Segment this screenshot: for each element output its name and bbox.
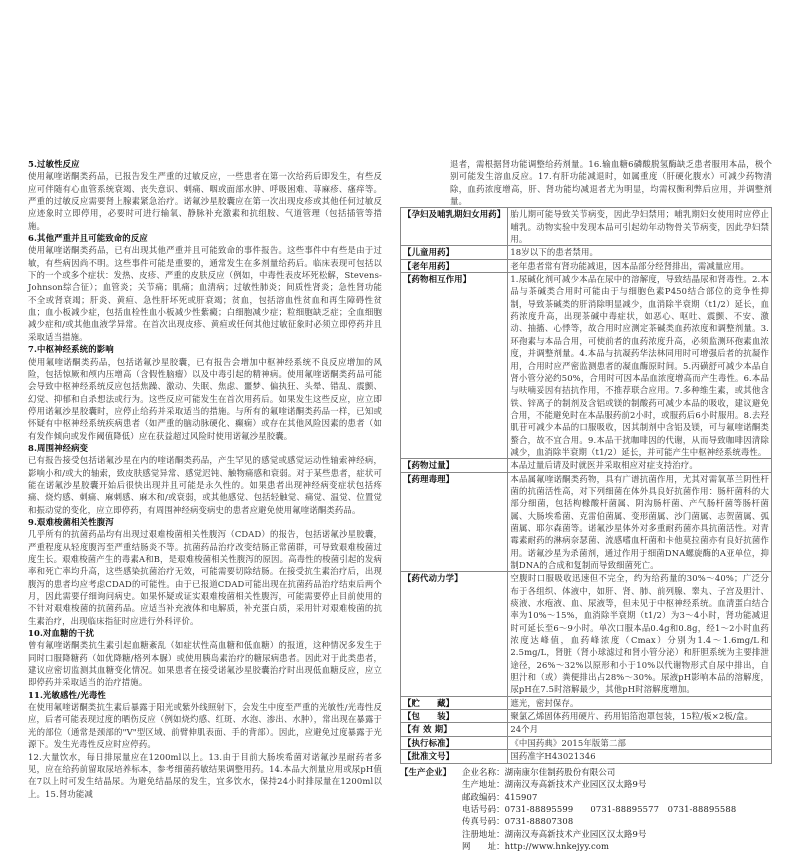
- info-value: 18岁以下的患者禁用。: [508, 246, 772, 259]
- info-label: 【执行标准】: [401, 736, 508, 749]
- drug-info-table: [400, 207, 772, 763]
- info-value: 《中国药典》2015年版第二部: [508, 736, 772, 749]
- section-body: 使用氟喹诺酮类药品，包括诺氟沙星胶囊，已有报告会增加中枢神经系统不良反应增加的风险，包括惊厥和颅内压增高（含假性脑瘤）以及中毒引起的精神病。使用氟喹诺酮类药品可能会导致中枢神经系统反应包括焦躁、激动、失眠、焦虑、噩梦、偏执狂、头晕、错乱、震颤、幻觉、抑郁和自杀想法或行为。这些反应可能发生在首次用药后。如果发生这些反应，应立即停用诺氟沙星胶囊时，应停止给药并采取适当的措施。与所有的氟喹诺酮类药品一样，已知或怀疑有中枢神经系统疾病患者（如严重的脑动脉硬化、癫痫）或存在其他风险因素的患者（如有发作倾向或发作阈值降低）应在获益超过风险时使用诺氟沙星胶囊。: [28, 356, 382, 442]
- section-body: 几乎所有的抗菌药品均有出现过艰难梭菌相关性腹泻（CDAD）的报告，包括诺氟沙星胶囊，严重程度从轻度腹泻至严重结肠炎不等。抗菌药品治疗改变结肠正常菌群，可导致艰难梭菌过度生长。艰难梭菌产生的毒素A和B，是艰难梭菌相关性腹泻的原因。高毒性的梭菌引起的发病率和死亡率均升高，这些感染抗菌治疗无效，可能需要切除结肠。在接受抗生素治疗后，出现腹泻的患者均应考虑CDAD的可能性。由于已报道CDAD可能出现在抗菌药品治疗结束后两个月，因此需要仔细询问病史。如果怀疑或证实艰难梭菌相关性腹泻，可能需要停止目前使用的不针对艰难梭菌的抗菌药品。应适当补充液体和电解质，补充蛋白质，采用针对艰难梭菌的抗生素治疗，出现临床指征时应进行外科评价。: [28, 528, 382, 627]
- info-value: 空腹时口服吸收迅速但不完全，约为给药量的30%～40%；广泛分布于各组织、体液中，如肝、肾、肺、前列腺、睾丸、子宫及胆汁、痰液、水疱液、血、尿液等，但未见于中枢神经系统。血清蛋白结合率为10%～15%，血消除半衰期（t1/2）为3～4小时，肾功能减退时可延长至6～9小时。单次口服本品0.4g和0.8g，经1～2小时血药浓度达峰值，血药峰浓度（Cmax）分别为1.4～1.6mg/L和2.5mg/L，肾脏（肾小球滤过和肾小管分泌）和肝胆系统为主要排泄途径，26%～32%以原形和小于10%以代谢物形式自尿中排出，自胆汁和（或）粪便排出占28%～30%。尿液pH影响本品的溶解度，尿pH在7.5时溶解最少，其他pH时溶解度增加。: [508, 572, 772, 696]
- info-row: [401, 208, 772, 246]
- info-value: 本品属氟喹诺酮类药物，具有广谱抗菌作用，尤其对需氧革兰阴性杆菌的抗菌活性高，对下列细菌在体外具良好抗菌作用：肠杆菌科的大部分细菌，包括枸橼酸杆菌属、阴沟肠杆菌、产气肠杆菌等肠杆菌属、大肠埃希菌、克雷伯菌属、变形菌属、沙门菌属、志贺菌属、弧菌属、耶尔森菌等。诺氟沙星体外对多重耐药菌亦具抗菌活性。对青霉素耐药的淋病奈瑟菌、流感嗜血杆菌和卡他莫拉菌亦有良好抗菌作用。诺氟沙星为杀菌剂，通过作用于细菌DNA螺旋酶的A亚单位，抑制DNA的合成和复制而导致细菌死亡。: [508, 472, 772, 572]
- manufacturer-line: 企业名称：湖南康尔佳制药股份有限公司: [462, 766, 772, 778]
- info-label: 【药物过量】: [401, 459, 508, 472]
- section-heading: 7.中枢神经系统的影响: [28, 343, 382, 355]
- section-heading: 11.光敏感性/光毒性: [28, 689, 382, 701]
- manufacturer-block: [400, 766, 772, 852]
- info-row: [401, 572, 772, 696]
- info-row: [401, 459, 772, 472]
- info-row: [401, 472, 772, 572]
- section-heading: 6.其他严重并且可能致命的反应: [28, 232, 382, 244]
- info-row: [401, 696, 772, 709]
- info-label: 【批准文号】: [401, 750, 508, 763]
- info-label: 【孕妇及哺乳期妇女用药】: [401, 208, 508, 246]
- info-value: 聚氯乙烯固体药用硬片、药用铝箔泡罩包装，15粒/板×2板/盒。: [508, 710, 772, 723]
- left-column: [28, 158, 382, 800]
- right-intro-text: 退者，需根据肾功能调整给药剂量。16.输血糖6磷酸脱氢酶缺乏患者服用本品，极个别可能发生溶血反应。17.有肝功能减退时，如属重度（肝硬化腹水）可减少药物清除，血药浓度增高，肝、肾功能均减退者尤为明显，均需权衡利弊后应用，并调整剂量。: [400, 158, 772, 207]
- section-body: 已有报告接受包括诺氟沙星在内的喹诺酮类药品，产生罕见的感觉或感觉运动性轴索神经病，影响小和/或大的轴索，致皮肤感觉异常、感觉迟钝、触物痛感和衰弱。对于某些患者，症状可能在诺氟沙星胶囊开始后很快出现并且可能是永久性的。如果患者出现神经病变症状包括疼痛、烧灼感、刺痛、麻刺感、麻木和/或衰弱，或其他感觉、包括轻触觉、痛觉、温觉、位置觉和振动觉的变化，应立即停药，有周围神经病变病史的患者应避免使用氟喹诺酮类药品。: [28, 454, 382, 516]
- section-heading: 9.艰难梭菌相关性腹泻: [28, 516, 382, 528]
- info-value: 1.尿碱化剂可减少本品在尿中的溶解度，导致结晶尿和肾毒性。2.本品与茶碱类合用时可能由于与细胞色素P450结合部位的竞争性抑制，导致茶碱类的肝消除明显减少，血消除半衰期（t1/2）延长，血药浓度升高，出现茶碱中毒症状，如恶心、呕吐、震颤、不安、激动、抽搐、心悸等，故合用时应测定茶碱类血药浓度和调整剂量。3.环孢素与本品合用，可使前者的血药浓度升高，必须监测环孢素血浓度，并调整剂量。4.本品与抗凝药华法林同用时可增强后者的抗凝作用，合用时应严密监测患者的凝血酶原时间。5.丙磺舒可减少本品自肾小管分泌约50%，合用时可因本品血浓度增高而产生毒性。6.本品与呋喃妥因有拮抗作用，不推荐联合应用。7.多种维生素，或其他含铁、锌离子的制剂及含铝或镁的制酸药可减少本品的吸收，建议避免合用，不能避免时在本品服药前2小时，或服药后6小时服用。8.去羟肌苷可减少本品的口服吸收，因其制剂中含铝及镁，可与氟喹诺酮类螯合，故不宜合用。9.本品干扰咖啡因的代谢，从而导致咖啡因清除减少，血消除半衰期（t1/2）延长，并可能产生中枢神经系统毒性。: [508, 273, 772, 459]
- section-heading: 8.周围神经病变: [28, 442, 382, 454]
- info-label: 【儿童用药】: [401, 246, 508, 259]
- manufacturer-line: 生产地址：湖南汉寿高新技术产业园区汉太路9号: [462, 778, 772, 790]
- info-value: 国药准字H43021346: [508, 750, 772, 763]
- section-body: 使用氟喹诺酮类药品，已报告发生严重的过敏反应，一些患者在第一次给药后即发生，有些反应可伴随有心血管系统衰竭、丧失意识、刺痛、咽或面部水肿、呼吸困难、荨麻疹、瘙痒等。严重的过敏反应需要肾上腺素紧急治疗。诺氟沙星胶囊应在第一次出现皮疹或其他任何过敏反应迹象时立即停用，必要时可进行输氧、静脉补充激素和抗组胺、气道管理（包括插管等措施。: [28, 170, 382, 232]
- info-row: [401, 246, 772, 259]
- info-label: 【包 装】: [401, 710, 508, 723]
- info-value: 本品过量后请及时就医并采取相应对症支持治疗。: [508, 459, 772, 472]
- info-row: [401, 273, 772, 459]
- section-heading: 5.过敏性反应: [28, 158, 382, 170]
- info-value: 24个月: [508, 723, 772, 736]
- info-value: 遮光，密封保存。: [508, 696, 772, 709]
- info-label: 【贮 藏】: [401, 696, 508, 709]
- manufacturer-line: 电话号码：0731-88895599 0731-88895577 0731-88895588: [462, 803, 772, 815]
- section-body: 12.大量饮水，每日排尿量应在1200ml以上。13.由于目前大肠埃希菌对诺氟沙星耐药者多见，应在给药前留取尿培养标本，参考细菌药敏结果调整用药。14.本品大剂量应用或尿pH值在7以上时可发生结晶尿。为避免结晶尿的发生，宜多饮水，保持24小时排尿量在1200ml以上。15.肾功能减: [28, 751, 382, 800]
- info-row: [401, 710, 772, 723]
- info-row: [401, 723, 772, 736]
- manufacturer-lines: [400, 766, 772, 852]
- info-label: 【有 效 期】: [401, 723, 508, 736]
- info-row: [401, 259, 772, 272]
- manufacturer-line: 传真号码：0731-88807308: [462, 815, 772, 827]
- manufacturer-line: 注册地址：湖南汉寿高新技术产业园区汉太路9号: [462, 828, 772, 840]
- info-value: 老年患者常有肾功能减退，因本品部分经肾排出，需减量应用。: [508, 259, 772, 272]
- info-row: [401, 750, 772, 763]
- info-value: 胎儿期可能导致关节病变，因此孕妇禁用；哺乳期妇女使用时应停止哺乳。动物实验中发现本品可引起幼年动物骨关节病变，因此孕妇禁用。: [508, 208, 772, 246]
- section-body: 使用氟喹诺酮类药品，已有出现其他严重并且可能致命的事件报告。这些事件中有些是由于过敏，有些病因尚不明。这些事件可能是重要的，通常发生在多剂量给药后。临床表现可包括以下的一个或多个症状：发热、皮疹、严重的皮肤反应（例如，中毒性表皮坏死松解，Stevens-Johnson综合征）；血管炎；关节痛；肌痛；血清病；过敏性肺炎；间质性肾炎；急性肾功能不全或肾衰竭；肝炎、黄疸、急性肝坏死或肝衰竭；贫血，包括溶血性贫血和再生障碍性贫血；血小板减少症，包括血栓性血小板减少性紫癜；白细胞减少症；粒细胞缺乏症；全血细胞减少症和/或其他血液学异常。在首次出现皮疹、黄疸或任何其他过敏征象时必须立即停药并且采取适当措施。: [28, 244, 382, 343]
- section-body: 曾有氟喹诺酮类抗生素引起血糖紊乱（如症状性高血糖和低血糖）的报道，这种情况多发生于同时口服降糖药（如优降糖/格列本脲）或使用胰岛素治疗的糖尿病患者。因此对于此类患者，建议应密切监测其血糖变化情况。如果患者在接受诺氟沙星胶囊治疗时出现低血糖反应，应立即停药并采取适当的治疗措施。: [28, 639, 382, 688]
- manufacturer-line: 网 址：http://www.hnkejyy.com: [462, 840, 772, 852]
- manufacturer-line: 邮政编码：415907: [462, 791, 772, 803]
- manufacturer-label: 【生产企业】: [400, 767, 451, 777]
- section-heading: 10.对血糖的干扰: [28, 627, 382, 639]
- section-body: 在使用氟喹诺酮类抗生素后暴露于阳光或紫外线照射下，会发生中度至严重的光敏性/光毒性反应，后者可能表现过度的晒伤反应（例如烧灼感、红斑、水泡、渗出、水肿），常出现在暴露于光的部位（通常是颈部的"V"型区域、前臂伸肌表面、手的背部）。因此，应避免过度暴露于光源下。发生光毒性反应时应停药。: [28, 701, 382, 750]
- right-column: [400, 158, 772, 852]
- info-label: 【老年用药】: [401, 259, 508, 272]
- info-label: 【药理毒理】: [401, 472, 508, 572]
- info-label: 【药物相互作用】: [401, 273, 508, 459]
- info-row: [401, 736, 772, 749]
- info-label: 【药代动力学】: [401, 572, 508, 696]
